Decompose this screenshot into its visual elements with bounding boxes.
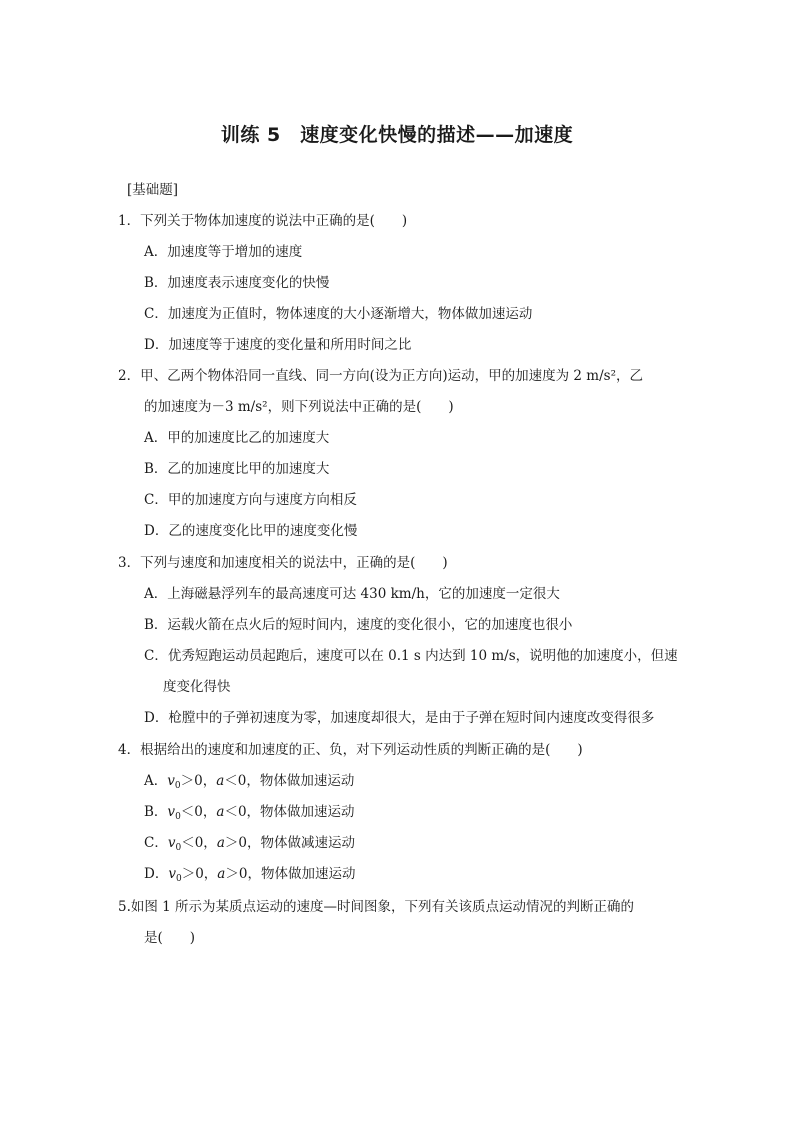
acceleration-condition: ＜0，物体做加速运动 (224, 773, 355, 789)
q2-stem-line2: 的加速度为－3 m/s²，则下列说法中正确的是( ) (144, 399, 454, 415)
acceleration-symbol: a (216, 804, 225, 820)
section-label: [基础题] (127, 182, 179, 198)
q2-option-d: D．乙的速度变化比甲的速度变化慢 (144, 523, 358, 539)
q2-option-c: C．甲的加速度方向与速度方向相反 (144, 492, 357, 508)
acceleration-symbol: a (217, 866, 226, 882)
acceleration-condition: ＞0，物体做加速运动 (225, 866, 356, 882)
page-title: 训练 5 速度变化快慢的描述——加速度 (220, 124, 574, 146)
q1-stem: 1．下列关于物体加速度的说法中正确的是( ) (118, 213, 408, 229)
velocity-condition: ＞0， (181, 866, 218, 882)
subscript: 0 (175, 843, 182, 853)
velocity-symbol: v (167, 804, 176, 820)
q2-option-b: B．乙的加速度比甲的加速度大 (144, 461, 330, 477)
velocity-symbol: v (167, 835, 176, 851)
q3-stem: 3．下列与速度和加速度相关的说法中，正确的是( ) (118, 555, 448, 571)
q2-stem-line1: 2．甲、乙两个物体沿同一直线、同一方向(设为正方向)运动，甲的加速度为 2 m/s²，乙 (118, 368, 643, 384)
q4-stem: 4．根据给出的速度和加速度的正、负，对下列运动性质的判断正确的是( ) (118, 742, 583, 758)
q1-option-c: C．加速度为正值时，物体速度的大小逐渐增大，物体做加速运动 (144, 306, 533, 322)
acceleration-condition: ＜0，物体做加速运动 (224, 804, 355, 820)
option-letter: A． (144, 773, 168, 789)
q4-option-a (144, 771, 354, 796)
q1-option-a: A．加速度等于增加的速度 (144, 244, 303, 260)
velocity-symbol: v (168, 866, 176, 882)
acceleration-symbol: a (216, 773, 225, 789)
q4-option-c (144, 833, 355, 858)
subscript: 0 (174, 781, 181, 791)
q3-option-a: A．上海磁悬浮列车的最高速度可达 430 km/h，它的加速度一定很大 (144, 586, 560, 602)
velocity-condition: ＜0， (181, 835, 217, 851)
option-letter: C． (144, 835, 168, 851)
velocity-symbol: v (167, 773, 175, 789)
q3-option-b: B．运载火箭在点火后的短时间内，速度的变化很小，它的加速度也很小 (144, 617, 573, 633)
q1-option-b: B．加速度表示速度变化的快慢 (144, 275, 330, 291)
option-letter: B． (144, 804, 168, 820)
velocity-condition: ＜0， (180, 804, 217, 820)
velocity-condition: ＞0， (180, 773, 217, 789)
q3-option-d: D．枪膛中的子弹初速度为零，加速度却很大，是由于子弹在短时间内速度改变得很多 (144, 710, 655, 726)
q1-option-d: D．加速度等于速度的变化量和所用时间之比 (144, 337, 412, 353)
q4-option-d (144, 864, 355, 889)
q3-option-c-line1: C．优秀短跑运动员起跑后，速度可以在 0.1 s 内达到 10 m/s，说明他的加速度小，但速 (144, 648, 678, 664)
subscript: 0 (175, 812, 181, 822)
acceleration-condition: ＞0，物体做减速运动 (224, 835, 355, 851)
option-letter: D． (144, 866, 169, 882)
q2-option-a: A．甲的加速度比乙的加速度大 (144, 430, 330, 446)
subscript: 0 (175, 874, 182, 884)
acceleration-symbol: a (216, 835, 225, 851)
q5-stem-line2: 是( ) (144, 930, 196, 946)
q5-stem-line1: 5.如图 1 所示为某质点运动的速度—时间图象，下列有关该质点运动情况的判断正确的 (118, 899, 635, 915)
q3-option-c-line2: 度变化得快 (163, 679, 231, 695)
q4-option-b (144, 802, 355, 827)
